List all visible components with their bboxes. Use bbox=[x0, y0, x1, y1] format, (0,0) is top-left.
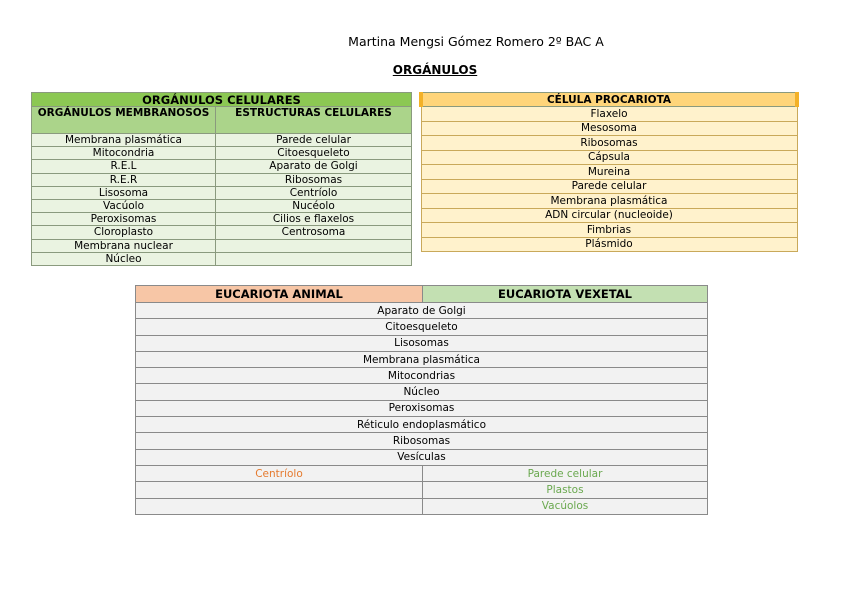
shared-organelle-cell: Lisosomas bbox=[136, 335, 708, 351]
table-row bbox=[32, 147, 412, 160]
cell-structure-cell: Centrosoma bbox=[216, 226, 412, 239]
document-author: Martina Mengsi Gómez Romero 2º BAC A bbox=[348, 34, 604, 49]
table-row bbox=[32, 173, 412, 186]
prokaryote-structure-cell: Flaxelo bbox=[421, 107, 797, 122]
table-row bbox=[32, 252, 412, 265]
membranous-organelle-cell: Lisosoma bbox=[32, 186, 216, 199]
cell-structures-header: ESTRUCTURAS CELULARES bbox=[216, 107, 412, 134]
cell-structure-cell: Ribosomas bbox=[216, 173, 412, 186]
table-row bbox=[421, 223, 797, 238]
table-row bbox=[32, 160, 412, 173]
prokaryote-structure-cell: Mureina bbox=[421, 165, 797, 180]
table-row bbox=[421, 107, 797, 122]
prokaryote-structure-cell: Parede celular bbox=[421, 179, 797, 194]
table-row bbox=[421, 208, 797, 223]
cell-structure-cell bbox=[216, 239, 412, 252]
table-row bbox=[136, 303, 708, 319]
membranous-organelle-cell: R.E.R bbox=[32, 173, 216, 186]
plant-only-cell: Plastos bbox=[423, 482, 708, 498]
table-row bbox=[32, 134, 412, 147]
table-row bbox=[136, 498, 708, 514]
membranous-organelle-cell: Núcleo bbox=[32, 252, 216, 265]
shared-organelle-cell: Membrana plasmática bbox=[136, 351, 708, 367]
table-row bbox=[32, 239, 412, 252]
organelles-table-title: ORGÁNULOS CELULARES bbox=[32, 93, 412, 107]
membranous-organelle-cell: Peroxisomas bbox=[32, 213, 216, 226]
prokaryote-table-title: CÉLULA PROCARIOTA bbox=[421, 93, 797, 107]
table-row bbox=[136, 351, 708, 367]
shared-organelle-cell: Ribosomas bbox=[136, 433, 708, 449]
table-row bbox=[136, 449, 708, 465]
table-row bbox=[136, 319, 708, 335]
membranous-organelle-cell: Vacúolo bbox=[32, 199, 216, 212]
membranous-organelle-cell: Membrana nuclear bbox=[32, 239, 216, 252]
table-row bbox=[136, 368, 708, 384]
shared-organelle-cell: Réticulo endoplasmático bbox=[136, 417, 708, 433]
shared-organelle-cell: Vesículas bbox=[136, 449, 708, 465]
table-row bbox=[421, 237, 797, 252]
table-row bbox=[32, 186, 412, 199]
table-row bbox=[136, 400, 708, 416]
prokaryote-structure-cell: Ribosomas bbox=[421, 136, 797, 151]
prokaryote-structure-cell: Fimbrias bbox=[421, 223, 797, 238]
membranous-organelle-cell: Mitocondria bbox=[32, 147, 216, 160]
animal-eukaryote-header: EUCARIOTA ANIMAL bbox=[136, 286, 423, 303]
plant-only-cell: Vacúolos bbox=[423, 498, 708, 514]
prokaryote-structure-cell: Membrana plasmática bbox=[421, 194, 797, 209]
cell-structure-cell: Centríolo bbox=[216, 186, 412, 199]
organelles-table bbox=[31, 92, 412, 266]
eukaryote-comparison-table bbox=[135, 285, 708, 515]
cell-structure-cell: Nucéolo bbox=[216, 199, 412, 212]
cell-structure-cell bbox=[216, 252, 412, 265]
table-row bbox=[421, 165, 797, 180]
shared-organelle-cell: Citoesqueleto bbox=[136, 319, 708, 335]
table-row bbox=[421, 136, 797, 151]
membranous-organelle-cell: Cloroplasto bbox=[32, 226, 216, 239]
table-row bbox=[136, 433, 708, 449]
table-row bbox=[136, 417, 708, 433]
prokaryote-table bbox=[419, 92, 799, 252]
plant-only-cell: Parede celular bbox=[423, 465, 708, 481]
table-row bbox=[136, 335, 708, 351]
animal-only-cell bbox=[136, 498, 423, 514]
table-row bbox=[32, 199, 412, 212]
membranous-organelle-cell: Membrana plasmática bbox=[32, 134, 216, 147]
membranous-organelle-cell: R.E.L bbox=[32, 160, 216, 173]
cell-structure-cell: Cilios e flaxelos bbox=[216, 213, 412, 226]
prokaryote-structure-cell: Cápsula bbox=[421, 150, 797, 165]
cell-structure-cell: Citoesqueleto bbox=[216, 147, 412, 160]
shared-organelle-cell: Aparato de Golgi bbox=[136, 303, 708, 319]
cell-structure-cell: Parede celular bbox=[216, 134, 412, 147]
table-row bbox=[136, 482, 708, 498]
cell-structure-cell: Aparato de Golgi bbox=[216, 160, 412, 173]
document-title: ORGÁNULOS bbox=[392, 63, 478, 77]
membranous-organelles-header: ORGÁNULOS MEMBRANOSOS bbox=[32, 107, 216, 134]
shared-organelle-cell: Mitocondrias bbox=[136, 368, 708, 384]
table-row bbox=[136, 465, 708, 481]
table-row bbox=[421, 150, 797, 165]
table-row bbox=[136, 384, 708, 400]
table-row bbox=[421, 179, 797, 194]
prokaryote-structure-cell: Plásmido bbox=[421, 237, 797, 252]
animal-only-cell: Centríolo bbox=[136, 465, 423, 481]
plant-eukaryote-header: EUCARIOTA VEXETAL bbox=[423, 286, 708, 303]
prokaryote-structure-cell: ADN circular (nucleoide) bbox=[421, 208, 797, 223]
shared-organelle-cell: Peroxisomas bbox=[136, 400, 708, 416]
table-row bbox=[32, 213, 412, 226]
table-row bbox=[421, 121, 797, 136]
prokaryote-structure-cell: Mesosoma bbox=[421, 121, 797, 136]
shared-organelle-cell: Núcleo bbox=[136, 384, 708, 400]
table-row bbox=[32, 226, 412, 239]
animal-only-cell bbox=[136, 482, 423, 498]
table-row bbox=[421, 194, 797, 209]
